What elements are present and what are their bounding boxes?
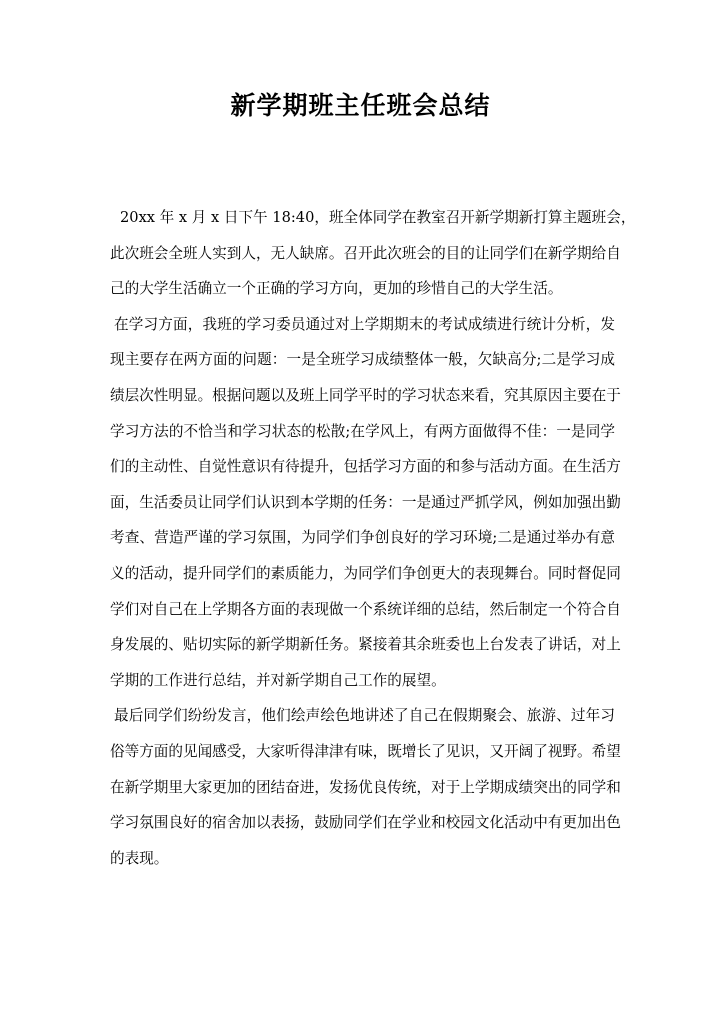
text-line: 义的活动，提升同学们的素质能力，为同学们争创更大的表现舞台。同时督促同 <box>110 564 621 582</box>
text-line: 在学习方面，我班的学习委员通过对上学期期末的考试成绩进行统计分析，发 <box>114 315 615 333</box>
text-line: 绩层次性明显。根据问题以及班上同学平时的学习状态来看，究其原因主要在于 <box>110 386 621 404</box>
text-line: 学习氛围良好的宿舍加以表扬，鼓励同学们在学业和校园文化活动中有更加出色 <box>110 814 621 832</box>
text-line: 20xx 年 x 月 x 日下午 18:40，班全体同学在教室召开新学期新打算主题班会， <box>120 209 636 226</box>
text-line: 们的主动性、自觉性意识有待提升，包括学习方面的和参与活动方面。在生活方 <box>110 458 621 476</box>
text-line: 身发展的、贴切实际的新学期新任务。紧接着其余班委也上台发表了讲话，对上 <box>110 636 621 654</box>
text-line: 现主要存在两方面的问题：一是全班学习成绩整体一般，欠缺高分;二是学习成 <box>110 351 615 369</box>
text-line: 俗等方面的见闻感受，大家听得津津有味，既增长了见识，又开阔了视野。希望 <box>110 742 621 760</box>
text-line: 最后同学们纷纷发言，他们绘声绘色地讲述了自己在假期聚会、旅游、过年习 <box>114 707 615 725</box>
text-line: 考查、营造严谨的学习氛围，为同学们争创良好的学习环境;二是通过举办有意 <box>110 529 615 547</box>
paragraph-closing <box>110 703 621 881</box>
text-line: 学们对自己在上学期各方面的表现做一个系统详细的总结，然后制定一个符合自 <box>110 600 621 618</box>
document-title: 新学期班主任班会总结 <box>230 91 491 120</box>
text-line: 学期的工作进行总结，并对新学期自己工作的展望。 <box>110 671 446 689</box>
text-line: 面，生活委员让同学们认识到本学期的任务：一是通过严抓学风，例如加强出勤 <box>110 493 621 511</box>
paragraph-study-and-life <box>110 312 621 704</box>
text-line: 在新学期里大家更加的团结奋进，发扬优良传统，对于上学期成绩突出的同学和 <box>110 778 621 796</box>
document-body <box>110 205 636 881</box>
text-line: 己的大学生活确立一个正确的学习方向，更加的珍惜自己的大学生活。 <box>110 280 563 298</box>
text-line: 的表现。 <box>110 849 169 867</box>
paragraph-meeting-intro <box>110 205 636 312</box>
text-line: 此次班会全班人实到人，无人缺席。召开此次班会的目的让同学们在新学期给自 <box>110 244 621 262</box>
text-line: 学习方法的不恰当和学习状态的松散;在学风上，有两方面做得不佳：一是同学 <box>110 422 615 440</box>
